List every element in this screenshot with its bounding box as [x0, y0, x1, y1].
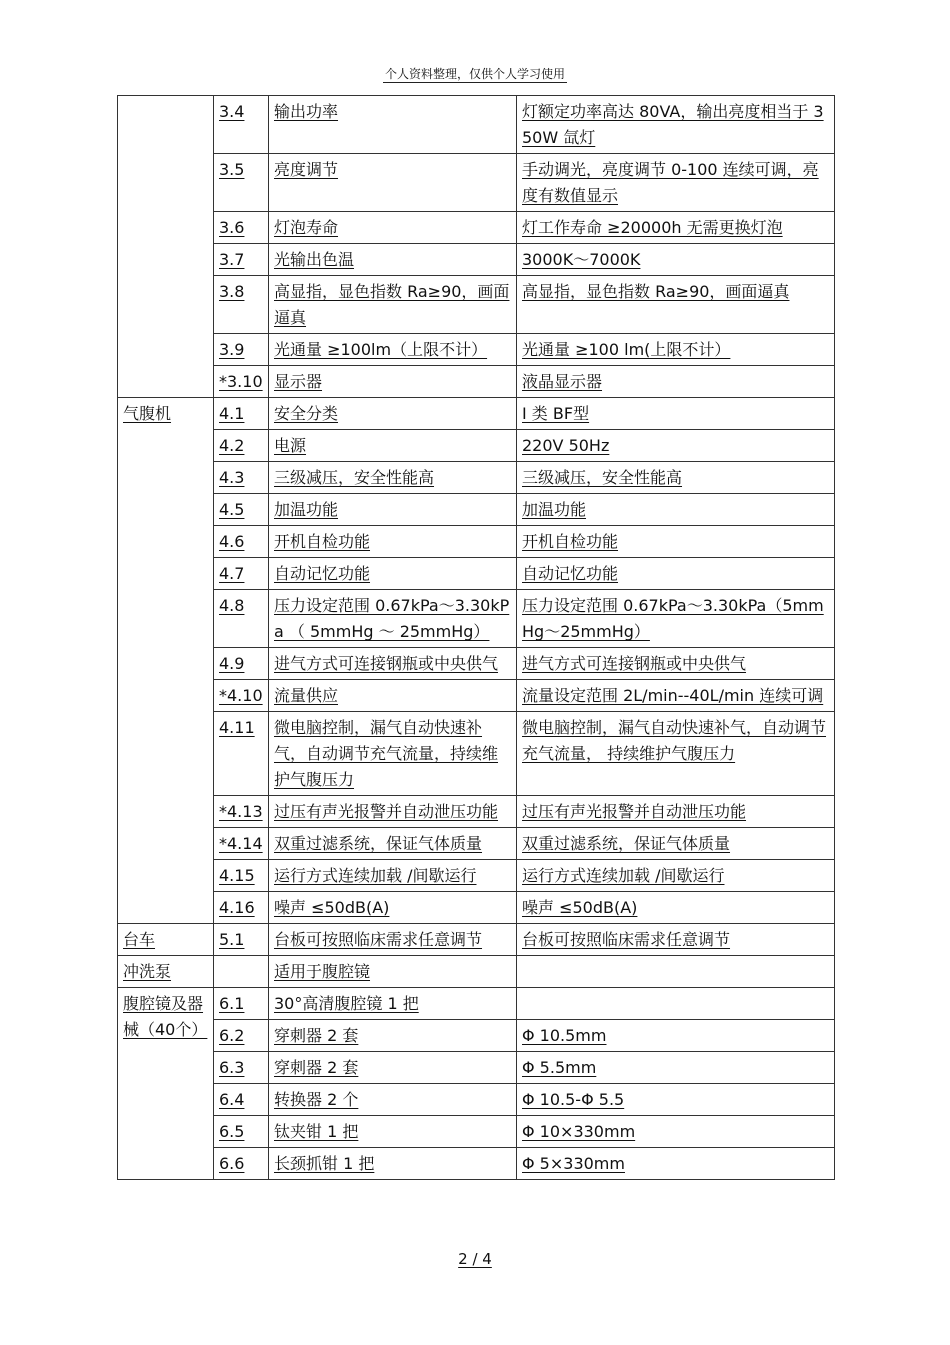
item-spec-cell [517, 212, 835, 244]
item-number: 6.2 [219, 1026, 245, 1045]
item-spec-cell [517, 712, 835, 796]
item-name-cell [269, 276, 517, 334]
item-number: 6.5 [219, 1122, 245, 1141]
item-spec: 液晶显示器 [522, 372, 603, 391]
item-number-cell [214, 212, 269, 244]
item-spec-cell [517, 430, 835, 462]
item-name: 适用于腹腔镜 [274, 962, 371, 981]
item-number-cell [214, 648, 269, 680]
item-spec: 光通量 ≥100 lm(上限不计） [522, 340, 731, 359]
item-name-cell [269, 430, 517, 462]
table-row [118, 558, 835, 590]
table-row [118, 590, 835, 648]
item-number-cell [214, 1116, 269, 1148]
item-spec-cell [517, 828, 835, 860]
item-number-cell [214, 590, 269, 648]
item-number-cell [214, 96, 269, 154]
item-name: 流量供应 [274, 686, 339, 705]
item-name-cell [269, 956, 517, 988]
item-name: 穿刺器 2 套 [274, 1058, 359, 1077]
item-number: 3.5 [219, 160, 245, 179]
table-row [118, 892, 835, 924]
item-spec-cell [517, 462, 835, 494]
item-spec: 过压有声光报警并自动泄压功能 [522, 802, 747, 821]
item-number-cell [214, 244, 269, 276]
item-name-cell [269, 796, 517, 828]
item-spec: 3000K～7000K [522, 250, 641, 269]
item-number-cell [214, 1020, 269, 1052]
item-name-cell [269, 96, 517, 154]
item-name: 加温功能 [274, 500, 339, 519]
category-cell [118, 988, 214, 1180]
item-name-cell [269, 526, 517, 558]
page-header [0, 66, 950, 82]
table-row [118, 1020, 835, 1052]
item-name: 光输出色温 [274, 250, 355, 269]
item-name: 光通量 ≥100lm（上限不计） [274, 340, 488, 359]
item-spec-cell [517, 648, 835, 680]
item-name: 三级减压，安全性能高 [274, 468, 435, 487]
item-number: 4.9 [219, 654, 245, 673]
item-spec: 噪声 ≤50dB(A) [522, 898, 638, 917]
table-row [118, 988, 835, 1020]
category-text: 气腹机 [123, 404, 172, 423]
item-name: 台板可按照临床需求任意调节 [274, 930, 483, 949]
item-number-cell [214, 526, 269, 558]
item-spec: 加温功能 [522, 500, 587, 519]
item-number: 6.3 [219, 1058, 245, 1077]
item-number-cell [214, 494, 269, 526]
item-number: 5.1 [219, 930, 245, 949]
item-number: 3.8 [219, 282, 245, 301]
table-row [118, 154, 835, 212]
table-row [118, 648, 835, 680]
item-name: 压力设定范围 0.67kPa～3.30kPa （ 5mmHg ～ 25mmHg） [274, 596, 510, 641]
table-row [118, 212, 835, 244]
item-name-cell [269, 1148, 517, 1180]
table-row [118, 956, 835, 988]
item-number-cell [214, 892, 269, 924]
table-row [118, 828, 835, 860]
item-spec-cell [517, 558, 835, 590]
table-row [118, 1116, 835, 1148]
item-number-cell [214, 558, 269, 590]
item-spec: 灯工作寿命 ≥20000h 无需更换灯泡 [522, 218, 783, 237]
item-name: 钛夹钳 1 把 [274, 1122, 359, 1141]
item-name-cell [269, 462, 517, 494]
item-number: 4.16 [219, 898, 255, 917]
item-name-cell [269, 334, 517, 366]
table-row [118, 1148, 835, 1180]
item-name-cell [269, 828, 517, 860]
table-row [118, 96, 835, 154]
item-name-cell [269, 924, 517, 956]
item-name: 30°高清腹腔镜 1 把 [274, 994, 419, 1013]
table-row [118, 244, 835, 276]
item-spec-cell [517, 1020, 835, 1052]
item-spec-cell [517, 334, 835, 366]
item-number: 6.6 [219, 1154, 245, 1173]
item-spec-cell [517, 590, 835, 648]
item-number: 4.11 [219, 718, 255, 737]
item-spec: I 类 BF型 [522, 404, 590, 423]
table-row [118, 1052, 835, 1084]
item-name: 输出功率 [274, 102, 339, 121]
item-number: 4.3 [219, 468, 245, 487]
item-number-cell [214, 276, 269, 334]
item-spec: 运行方式连续加载 /间歇运行 [522, 866, 725, 885]
item-spec: Φ 5.5mm [522, 1058, 597, 1077]
table-row [118, 494, 835, 526]
item-spec: 灯额定功率高达 80VA，输出亮度相当于 350W 氙灯 [522, 102, 824, 147]
item-spec: 220V 50Hz [522, 436, 610, 455]
item-spec-cell [517, 680, 835, 712]
item-name: 电源 [274, 436, 307, 455]
item-number-cell [214, 796, 269, 828]
item-number-cell [214, 712, 269, 796]
spec-table [117, 95, 835, 1180]
item-number: 4.2 [219, 436, 245, 455]
item-number: 6.1 [219, 994, 245, 1013]
table-row [118, 712, 835, 796]
item-spec-cell [517, 924, 835, 956]
category-text: 腹腔镜及器械（40个） [123, 994, 208, 1039]
item-spec-cell [517, 96, 835, 154]
item-spec: 台板可按照临床需求任意调节 [522, 930, 731, 949]
item-spec: Φ 10.5-Φ 5.5 [522, 1090, 625, 1109]
item-name: 自动记忆功能 [274, 564, 371, 583]
item-number-cell [214, 334, 269, 366]
item-number-cell [214, 1052, 269, 1084]
item-spec-cell [517, 366, 835, 398]
item-name: 穿刺器 2 套 [274, 1026, 359, 1045]
table-row [118, 796, 835, 828]
item-number: 3.6 [219, 218, 245, 237]
item-number-cell [214, 988, 269, 1020]
item-name: 噪声 ≤50dB(A) [274, 898, 390, 917]
item-number: 3.7 [219, 250, 245, 269]
item-number-cell [214, 154, 269, 212]
item-name-cell [269, 712, 517, 796]
category-cell [118, 96, 214, 398]
item-name: 开机自检功能 [274, 532, 371, 551]
item-number-cell [214, 462, 269, 494]
table-row [118, 526, 835, 558]
item-spec: 手动调光，亮度调节 0-100 连续可调，亮度有数值显示 [522, 160, 819, 205]
item-spec: Φ 10.5mm [522, 1026, 607, 1045]
item-spec: Φ 5×330mm [522, 1154, 625, 1173]
category-text: 冲洗泵 [123, 962, 172, 981]
item-spec-cell [517, 154, 835, 212]
item-spec-cell [517, 494, 835, 526]
item-name: 进气方式可连接钢瓶或中央供气 [274, 654, 499, 673]
item-spec-cell [517, 796, 835, 828]
table-row [118, 276, 835, 334]
item-number: 3.4 [219, 102, 245, 121]
item-name-cell [269, 212, 517, 244]
item-spec-cell [517, 1116, 835, 1148]
item-number-cell [214, 1084, 269, 1116]
item-name-cell [269, 154, 517, 212]
table-row [118, 1084, 835, 1116]
item-spec-cell [517, 1084, 835, 1116]
item-name: 双重过滤系统，保证气体质量 [274, 834, 483, 853]
item-spec: 三级减压，安全性能高 [522, 468, 683, 487]
table-row [118, 398, 835, 430]
item-spec: Φ 10×330mm [522, 1122, 636, 1141]
item-name-cell [269, 398, 517, 430]
item-spec-cell [517, 956, 835, 988]
table-row [118, 430, 835, 462]
item-name-cell [269, 860, 517, 892]
category-cell [118, 924, 214, 956]
item-number: 4.7 [219, 564, 245, 583]
item-name-cell [269, 1116, 517, 1148]
table-row [118, 680, 835, 712]
item-spec-cell [517, 276, 835, 334]
item-spec: 自动记忆功能 [522, 564, 619, 583]
spec-table-body [118, 96, 835, 1180]
item-number: 4.6 [219, 532, 245, 551]
item-name: 转换器 2 个 [274, 1090, 359, 1109]
item-name-cell [269, 590, 517, 648]
item-number: 6.4 [219, 1090, 245, 1109]
item-name-cell [269, 648, 517, 680]
item-number-cell [214, 828, 269, 860]
header-text: 个人资料整理，仅供个人学习使用 [384, 67, 565, 81]
table-row [118, 334, 835, 366]
item-number: 4.1 [219, 404, 245, 423]
item-name-cell [269, 892, 517, 924]
item-number: 4.15 [219, 866, 255, 885]
item-name: 微电脑控制，漏气自动快速补气，自动调节充气流量，持续维护气腹压力 [274, 718, 499, 789]
item-name-cell [269, 988, 517, 1020]
item-spec-cell [517, 398, 835, 430]
item-number: *4.14 [219, 834, 263, 853]
item-spec-cell [517, 244, 835, 276]
item-number: 4.8 [219, 596, 245, 615]
page-number: 2 / 4 [458, 1250, 492, 1268]
item-name: 长颈抓钳 1 把 [274, 1154, 375, 1173]
item-name: 运行方式连续加载 /间歇运行 [274, 866, 477, 885]
table-row [118, 924, 835, 956]
item-name: 过压有声光报警并自动泄压功能 [274, 802, 499, 821]
item-name-cell [269, 680, 517, 712]
item-spec: 压力设定范围 0.67kPa～3.30kPa（5mmHg～25mmHg） [522, 596, 824, 641]
item-name: 显示器 [274, 372, 323, 391]
item-name-cell [269, 366, 517, 398]
category-text: 台车 [123, 930, 156, 949]
item-spec-cell [517, 892, 835, 924]
item-number-cell [214, 1148, 269, 1180]
item-number: *3.10 [219, 372, 263, 391]
item-name: 高显指，显色指数 Ra≥90，画面逼真 [274, 282, 510, 327]
item-spec-cell [517, 1052, 835, 1084]
item-name: 亮度调节 [274, 160, 339, 179]
table-row [118, 860, 835, 892]
item-spec: 开机自检功能 [522, 532, 619, 551]
item-number-cell [214, 924, 269, 956]
item-name-cell [269, 494, 517, 526]
item-spec-cell [517, 1148, 835, 1180]
item-spec: 双重过滤系统，保证气体质量 [522, 834, 731, 853]
item-number: *4.10 [219, 686, 263, 705]
item-name-cell [269, 1052, 517, 1084]
item-name: 灯泡寿命 [274, 218, 339, 237]
item-spec: 进气方式可连接钢瓶或中央供气 [522, 654, 747, 673]
item-number-cell [214, 860, 269, 892]
item-number-cell [214, 430, 269, 462]
item-name-cell [269, 1020, 517, 1052]
item-name: 安全分类 [274, 404, 339, 423]
item-spec-cell [517, 988, 835, 1020]
item-spec: 高显指，显色指数 Ra≥90，画面逼真 [522, 282, 790, 301]
category-cell [118, 398, 214, 924]
table-row [118, 366, 835, 398]
item-number: 3.9 [219, 340, 245, 359]
item-name-cell [269, 558, 517, 590]
item-spec-cell [517, 526, 835, 558]
item-number-cell [214, 366, 269, 398]
item-spec-cell [517, 860, 835, 892]
item-number: *4.13 [219, 802, 263, 821]
item-name-cell [269, 1084, 517, 1116]
item-name-cell [269, 244, 517, 276]
item-number: 4.5 [219, 500, 245, 519]
category-cell [118, 956, 214, 988]
item-spec: 流量设定范围 2L/min--40L/min 连续可调 [522, 686, 824, 705]
page-footer [0, 1250, 950, 1268]
item-number-cell [214, 398, 269, 430]
table-row [118, 462, 835, 494]
item-number-cell [214, 680, 269, 712]
item-number-cell [214, 956, 269, 988]
item-spec: 微电脑控制，漏气自动快速补气，自动调节充气流量， 持续维护气腹压力 [522, 718, 827, 763]
